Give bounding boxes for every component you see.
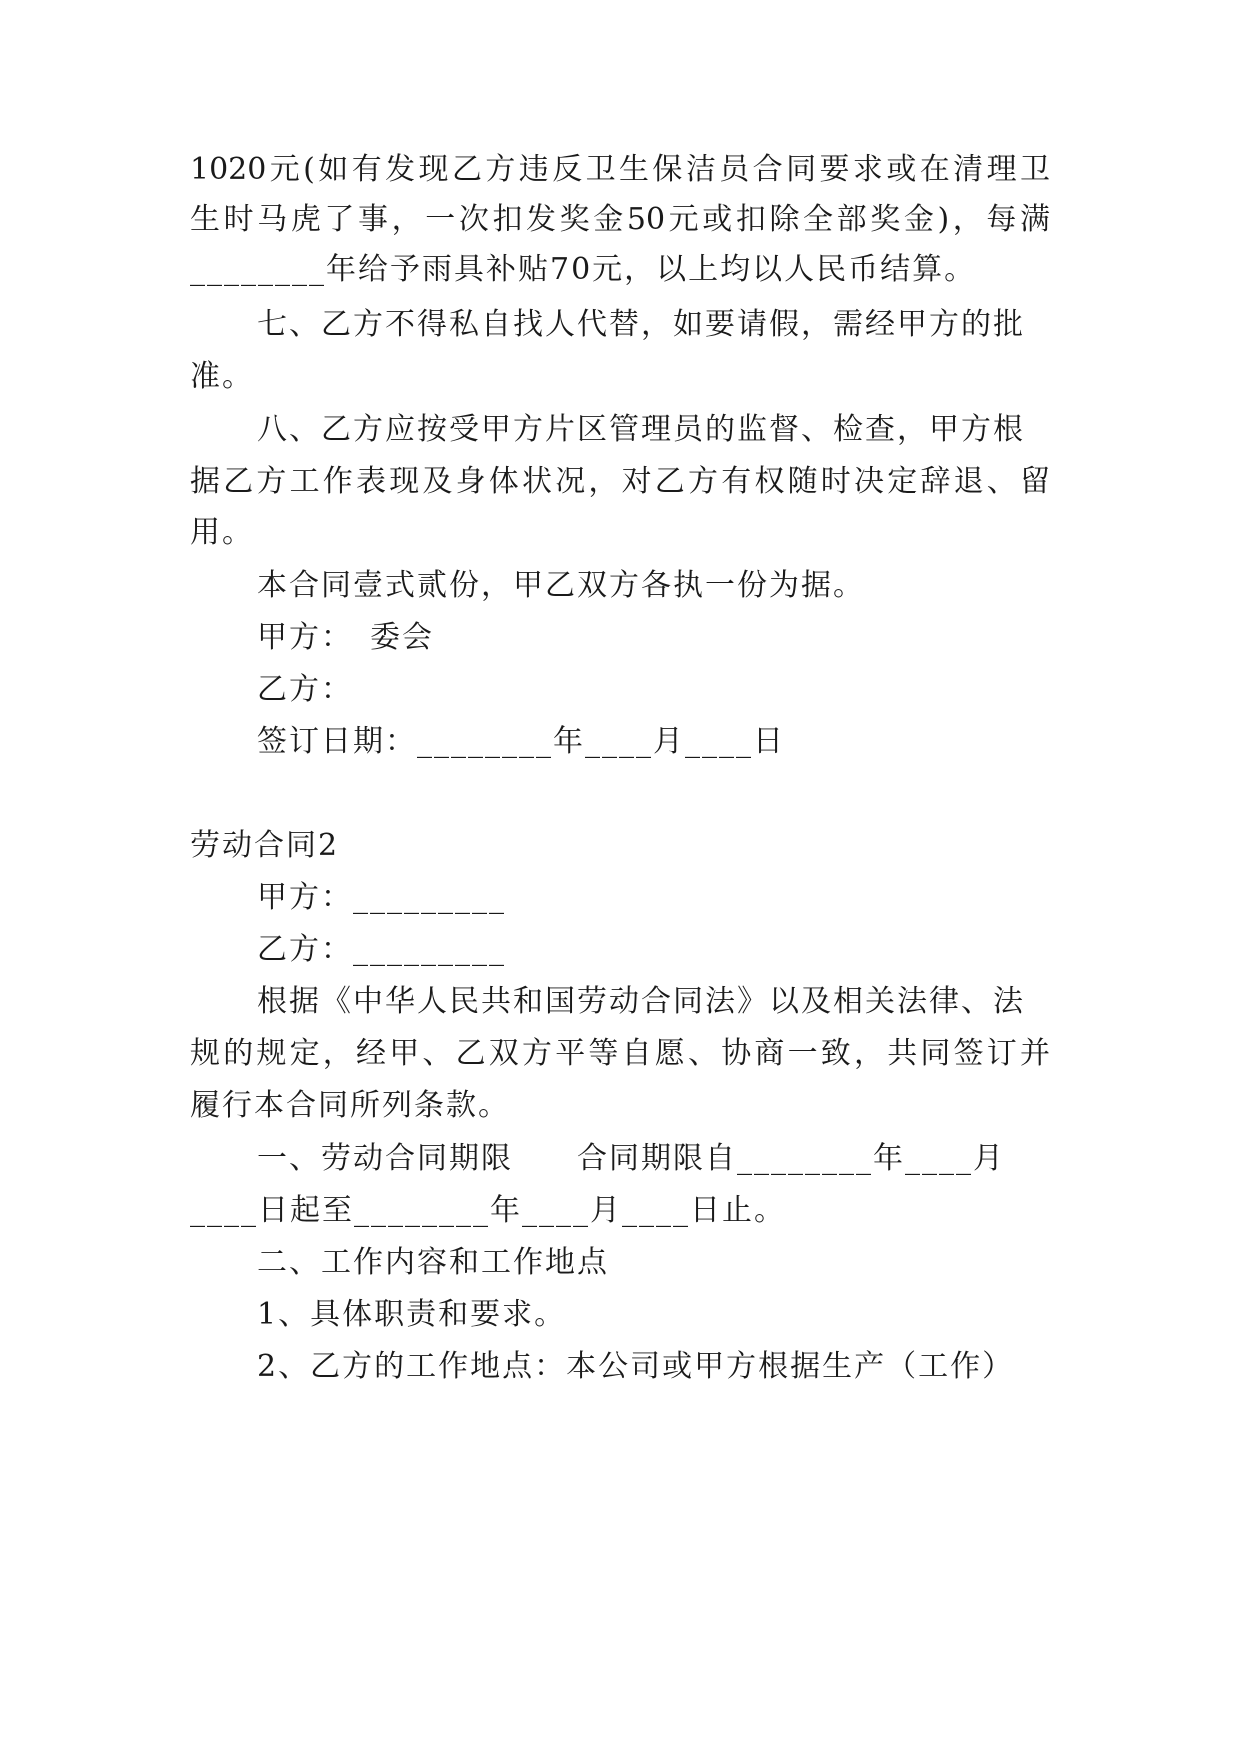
paragraph-line: ____日起至________年____月____日止。: [190, 1193, 786, 1228]
paragraph-line: 生时马虎了事，一次扣发奖金50元或扣除全部奖金)，每满: [190, 202, 1050, 237]
party-a-line: 甲方：_________: [257, 880, 506, 915]
paragraph-line: 1、具体职责和要求。: [257, 1297, 567, 1332]
paragraph-line: 二、工作内容和工作地点: [257, 1245, 609, 1280]
party-b-line: 乙方：: [257, 672, 353, 707]
paragraph-line: 履行本合同所列条款。: [190, 1088, 510, 1123]
paragraph-line: 准。: [190, 359, 254, 394]
paragraph-line: 1020元(如有发现乙方违反卫生保洁员合同要求或在清理卫: [190, 152, 1050, 187]
paragraph-line: 用。: [190, 515, 254, 550]
paragraph-line: 八、乙方应按受甲方片区管理员的监督、检查，甲方根: [257, 412, 1025, 447]
section-title: 劳动合同2: [190, 828, 340, 863]
paragraph-line: 本合同壹式贰份，甲乙双方各执一份为据。: [257, 568, 865, 603]
paragraph-line: 据乙方工作表现及身体状况，对乙方有权随时决定辞退、留: [190, 464, 1050, 499]
paragraph-line: ________年给予雨具补贴70元，以上均以人民币结算。: [190, 252, 977, 287]
party-a-line: 甲方： 委会: [257, 620, 434, 655]
paragraph-line: 根据《中华人民共和国劳动合同法》以及相关法律、法: [257, 984, 1025, 1019]
paragraph-line: 一、劳动合同期限 合同期限自________年____月: [257, 1141, 1005, 1176]
signing-date-line: 签订日期：________年____月____日: [257, 724, 785, 759]
paragraph-line: 七、乙方不得私自找人代替，如要请假，需经甲方的批: [257, 307, 1025, 342]
party-b-line: 乙方：_________: [257, 932, 506, 967]
paragraph-line: 2、乙方的工作地点：本公司或甲方根据生产（工作）: [257, 1349, 1015, 1384]
paragraph-line: 规的规定，经甲、乙双方平等自愿、协商一致，共同签订并: [190, 1036, 1050, 1071]
